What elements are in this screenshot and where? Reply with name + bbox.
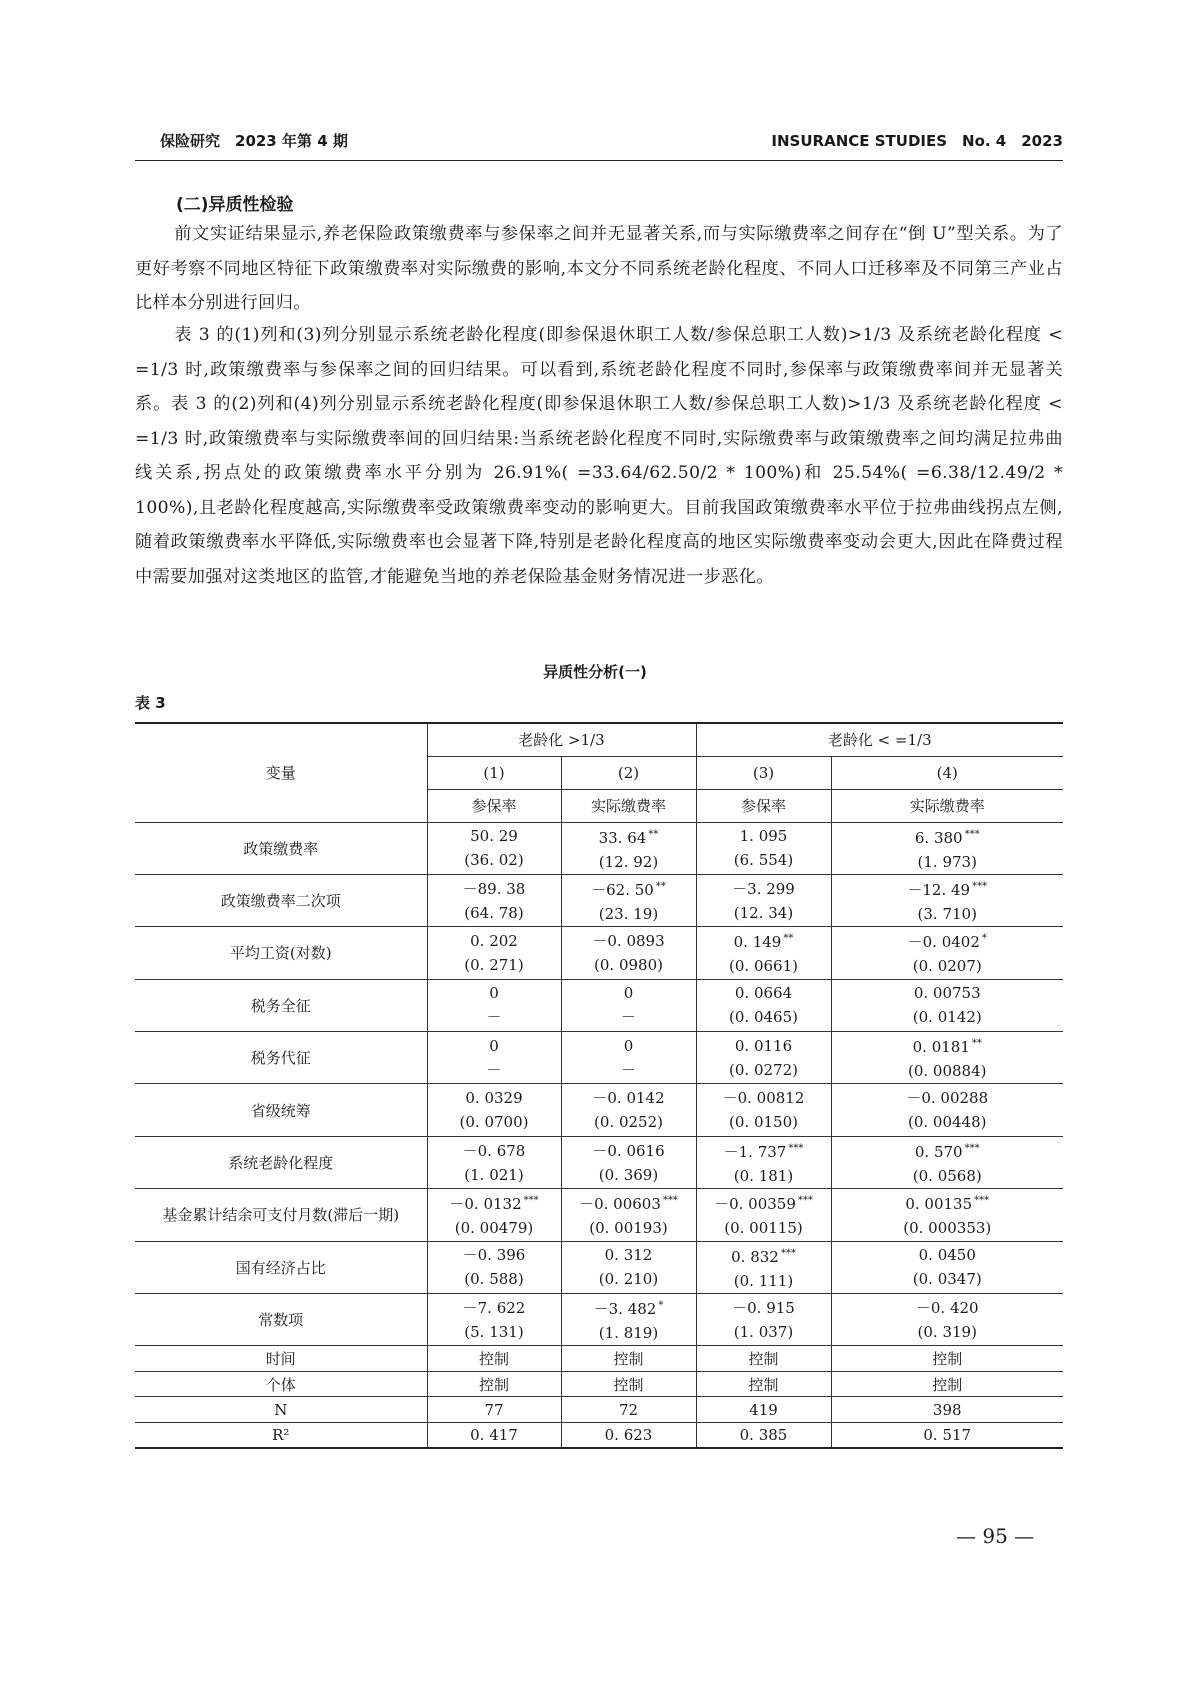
coefficient-value: －12. 49 xyxy=(907,881,971,900)
standard-error: (0. 319) xyxy=(917,1322,977,1341)
coefficient-value: －3. 299 xyxy=(732,879,795,898)
standard-error: (5. 131) xyxy=(464,1322,524,1341)
variable-name: 常数项 xyxy=(135,1294,427,1346)
significance-stars: *** xyxy=(788,1143,804,1155)
coefficient-cell xyxy=(696,1084,831,1136)
coefficient-value: －1. 737 xyxy=(723,1143,787,1162)
coefficient-value: －0. 0402 xyxy=(907,933,980,952)
variable-name: R² xyxy=(135,1422,427,1448)
coefficient-value: －3. 482 xyxy=(593,1300,657,1319)
standard-error: (3. 710) xyxy=(917,905,977,924)
section-title: (二)异质性检验 xyxy=(176,195,294,215)
coefficient-value: －0. 420 xyxy=(915,1298,979,1317)
dependent-variable: 实际缴费率 xyxy=(831,789,1063,822)
table-row xyxy=(135,979,1063,1031)
coefficient-line xyxy=(428,824,561,848)
coefficient-line xyxy=(697,877,831,901)
coefficient-value: 0. 832 xyxy=(731,1247,779,1266)
coefficient-line xyxy=(697,1034,831,1058)
coefficient-line xyxy=(562,823,696,850)
significance-stars: ** xyxy=(655,881,666,893)
significance-stars: * xyxy=(658,1300,664,1312)
stat-cell: 控制 xyxy=(427,1371,561,1397)
coefficient-value: －0. 0132 xyxy=(449,1195,522,1214)
coefficient-line xyxy=(832,1296,1064,1320)
coefficient-cell xyxy=(696,979,831,1031)
standard-error: － xyxy=(620,1060,636,1079)
variable-name: N xyxy=(135,1397,427,1423)
coefficient-line xyxy=(832,1137,1064,1164)
coefficient-cell xyxy=(561,1241,696,1293)
coefficient-value: 0 xyxy=(623,984,634,1003)
coefficient-line xyxy=(428,1086,561,1110)
significance-stars: *** xyxy=(523,1195,539,1207)
header-rule xyxy=(135,160,1063,161)
coefficient-line xyxy=(562,1189,696,1216)
standard-error: (6. 554) xyxy=(733,851,794,870)
stat-cell: 0. 517 xyxy=(831,1422,1063,1448)
table-row xyxy=(135,1422,1063,1448)
coefficient-cell xyxy=(696,1294,831,1346)
standard-error: (1. 037) xyxy=(733,1322,794,1341)
journal-header-right: INSURANCE STUDIES No. 4 2023 xyxy=(771,132,1063,150)
coefficient-line xyxy=(697,1242,831,1269)
coefficient-cell xyxy=(696,874,831,926)
coefficient-line xyxy=(697,1296,831,1320)
coefficient-line xyxy=(562,1086,696,1110)
coefficient-cell xyxy=(831,1294,1063,1346)
significance-stars: *** xyxy=(972,881,988,893)
coefficient-line xyxy=(697,1189,831,1216)
variable-name: 基金累计结余可支付月数(滞后一期) xyxy=(135,1189,427,1241)
coefficient-cell xyxy=(561,1136,696,1188)
coefficient-cell xyxy=(831,1032,1063,1084)
coefficient-cell xyxy=(427,1189,561,1241)
coefficient-cell xyxy=(696,927,831,979)
coefficient-value: 50. 29 xyxy=(470,827,518,846)
page-number: — 95 — xyxy=(956,1524,1035,1548)
significance-stars: * xyxy=(981,933,987,945)
standard-error: (0. 0142) xyxy=(912,1008,982,1027)
stat-cell: 419 xyxy=(696,1397,831,1423)
standard-error: (12. 34) xyxy=(733,903,794,922)
coefficient-cell xyxy=(831,979,1063,1031)
stat-cell: 控制 xyxy=(696,1371,831,1397)
standard-error: (0. 0661) xyxy=(729,957,798,976)
coefficient-cell xyxy=(831,927,1063,979)
dependent-variable: 参保率 xyxy=(696,789,831,822)
coefficient-value: －0. 0616 xyxy=(592,1141,665,1160)
paragraph-2 xyxy=(135,318,1063,594)
table-row xyxy=(135,874,1063,926)
dependent-variable: 参保率 xyxy=(427,789,561,822)
coefficient-cell xyxy=(831,822,1063,874)
coefficient-cell xyxy=(427,822,561,874)
coefficient-line xyxy=(697,824,831,848)
standard-error: (0. 00884) xyxy=(907,1062,987,1081)
standard-error: (0. 0150) xyxy=(729,1113,798,1132)
coefficient-value: －0. 396 xyxy=(462,1246,526,1265)
coefficient-value: 6. 380 xyxy=(914,828,963,847)
coefficient-line xyxy=(428,1243,561,1267)
standard-error: (0. 111) xyxy=(733,1271,794,1290)
standard-error: (23. 19) xyxy=(598,905,659,924)
coefficient-value: －89. 38 xyxy=(462,879,526,898)
coefficient-line xyxy=(428,929,561,953)
group-header: 老龄化 >1/3 xyxy=(427,723,696,756)
coefficient-value: 0. 0664 xyxy=(734,984,793,1003)
coefficient-cell xyxy=(561,1084,696,1136)
standard-error: (1. 973) xyxy=(917,852,977,871)
stat-cell: 控制 xyxy=(427,1346,561,1372)
standard-error: (1. 819) xyxy=(598,1324,659,1343)
coefficient-cell xyxy=(696,1241,831,1293)
significance-stars: *** xyxy=(964,828,980,840)
coefficient-cell xyxy=(831,874,1063,926)
variable-name: 政策缴费率 xyxy=(135,822,427,874)
standard-error: (0. 00479) xyxy=(454,1219,534,1238)
coefficient-value: －0. 00812 xyxy=(722,1089,805,1108)
coefficient-cell xyxy=(427,1294,561,1346)
coefficient-cell xyxy=(427,927,561,979)
stat-cell: 控制 xyxy=(696,1346,831,1372)
coefficient-line xyxy=(562,1034,696,1058)
dependent-variable: 实际缴费率 xyxy=(561,789,696,822)
column-number: (2) xyxy=(561,756,696,789)
standard-error: (0. 0207) xyxy=(912,957,982,976)
table-row xyxy=(135,1084,1063,1136)
coefficient-cell xyxy=(427,874,561,926)
significance-stars: *** xyxy=(662,1195,678,1207)
significance-stars: *** xyxy=(797,1195,813,1207)
coefficient-line xyxy=(562,929,696,953)
standard-error: (0. 0347) xyxy=(912,1270,982,1289)
significance-stars: *** xyxy=(974,1195,990,1207)
coefficient-line xyxy=(697,1137,831,1164)
stat-cell: 0. 417 xyxy=(427,1422,561,1448)
coefficient-value: 0. 0329 xyxy=(465,1089,523,1108)
table-title: 异质性分析(一) xyxy=(543,663,647,681)
coefficient-value: 0. 570 xyxy=(914,1143,963,1162)
coefficient-value: －62. 50 xyxy=(591,881,654,900)
significance-stars: *** xyxy=(964,1143,980,1155)
coefficient-line xyxy=(697,981,831,1005)
stat-cell: 0. 385 xyxy=(696,1422,831,1448)
standard-error: (0. 0980) xyxy=(594,955,663,974)
coefficient-line xyxy=(428,1296,561,1320)
coefficient-value: 33. 64 xyxy=(598,828,647,847)
regression-table xyxy=(135,722,1063,1449)
stat-cell: 控制 xyxy=(831,1346,1063,1372)
coefficient-line xyxy=(832,981,1064,1005)
coefficient-value: 0 xyxy=(489,984,499,1003)
coefficient-cell xyxy=(831,1241,1063,1293)
coefficient-line xyxy=(562,981,696,1005)
table-row xyxy=(135,822,1063,874)
standard-error: (0. 00115) xyxy=(724,1219,803,1238)
coefficient-line xyxy=(832,927,1064,954)
significance-stars: ** xyxy=(783,933,794,945)
standard-error: (0. 00448) xyxy=(907,1113,987,1132)
group-header: 老龄化 < =1/3 xyxy=(696,723,1063,756)
variable-name: 税务代征 xyxy=(135,1032,427,1084)
coefficient-line xyxy=(697,1086,831,1110)
significance-stars: ** xyxy=(971,1038,982,1050)
stat-cell: 控制 xyxy=(831,1371,1063,1397)
standard-error: (0. 0252) xyxy=(594,1113,663,1132)
standard-error: (0. 00193) xyxy=(589,1219,668,1238)
coefficient-line xyxy=(428,1189,561,1216)
column-number: (3) xyxy=(696,756,831,789)
coefficient-cell xyxy=(831,1189,1063,1241)
standard-error: (0. 271) xyxy=(464,955,524,974)
variable-name: 时间 xyxy=(135,1346,427,1372)
coefficient-line xyxy=(428,981,561,1005)
variable-name: 政策缴费率二次项 xyxy=(135,874,427,926)
standard-error: － xyxy=(486,1060,502,1079)
coefficient-line xyxy=(832,875,1064,902)
variable-header: 变量 xyxy=(135,723,427,822)
standard-error: (36. 02) xyxy=(464,851,524,870)
stat-cell: 控制 xyxy=(561,1371,696,1397)
variable-name: 国有经济占比 xyxy=(135,1241,427,1293)
coefficient-value: 0. 312 xyxy=(604,1246,653,1265)
coefficient-cell xyxy=(561,822,696,874)
running-header xyxy=(135,128,1063,154)
significance-stars: *** xyxy=(780,1247,796,1259)
coefficient-value: 0 xyxy=(623,1036,634,1055)
coefficient-cell xyxy=(561,1032,696,1084)
table-row xyxy=(135,1241,1063,1293)
standard-error: (0. 0700) xyxy=(459,1113,529,1132)
coefficient-value: －0. 0142 xyxy=(592,1089,665,1108)
coefficient-line xyxy=(428,877,561,901)
coefficient-cell xyxy=(427,1241,561,1293)
coefficient-value: －0. 678 xyxy=(462,1141,526,1160)
significance-stars: ** xyxy=(648,828,659,840)
table-row xyxy=(135,1346,1063,1372)
column-number: (4) xyxy=(831,756,1063,789)
paragraph-1 xyxy=(135,217,1063,321)
coefficient-value: 0 xyxy=(489,1036,499,1055)
standard-error: (1. 021) xyxy=(464,1165,524,1184)
table-row xyxy=(135,1294,1063,1346)
standard-error: (0. 588) xyxy=(464,1270,524,1289)
standard-error: (0. 000353) xyxy=(903,1219,992,1238)
coefficient-value: 0. 00135 xyxy=(905,1195,973,1214)
coefficient-value: －0. 00359 xyxy=(714,1195,796,1214)
stat-cell: 77 xyxy=(427,1397,561,1423)
coefficient-line xyxy=(562,1294,696,1321)
coefficient-cell xyxy=(831,1084,1063,1136)
coefficient-value: 1. 095 xyxy=(739,827,788,846)
table-row xyxy=(135,1189,1063,1241)
coefficient-cell xyxy=(561,874,696,926)
standard-error: － xyxy=(620,1008,636,1027)
standard-error: (12. 92) xyxy=(598,852,659,871)
coefficient-line xyxy=(832,1189,1064,1216)
coefficient-line xyxy=(697,927,831,954)
column-number: (1) xyxy=(427,756,561,789)
coefficient-cell xyxy=(696,1136,831,1188)
table-label: 表 3 xyxy=(135,694,166,712)
standard-error: (0. 210) xyxy=(598,1270,659,1289)
table-row xyxy=(135,1371,1063,1397)
coefficient-line xyxy=(832,1032,1064,1059)
coefficient-value: －0. 0893 xyxy=(592,931,665,950)
standard-error: (0. 181) xyxy=(733,1167,794,1186)
variable-name: 平均工资(对数) xyxy=(135,927,427,979)
stat-cell: 72 xyxy=(561,1397,696,1423)
coefficient-value: 0. 149 xyxy=(733,933,782,952)
coefficient-cell xyxy=(831,1136,1063,1188)
coefficient-cell xyxy=(561,927,696,979)
standard-error: (0. 0465) xyxy=(729,1008,798,1027)
coefficient-cell xyxy=(561,1189,696,1241)
coefficient-value: －0. 00288 xyxy=(906,1089,989,1108)
variable-name: 省级统筹 xyxy=(135,1084,427,1136)
coefficient-cell xyxy=(427,1084,561,1136)
coefficient-cell xyxy=(696,1189,831,1241)
coefficient-cell xyxy=(427,1136,561,1188)
table-row xyxy=(135,1032,1063,1084)
paragraph-1-text: 前文实证结果显示,养老保险政策缴费率与参保率之间并无显著关系,而与实际缴费率之间存在“倒 U”型关系。为了更好考察不同地区特征下政策缴费率对实际缴费的影响,本文分不同系统老龄化程度、不同人口迁移率及不同第三产业占比样本分别进行回归。 xyxy=(135,224,1063,313)
coefficient-line xyxy=(428,1139,561,1163)
coefficient-cell xyxy=(561,1294,696,1346)
coefficient-value: 0. 202 xyxy=(470,931,518,950)
coefficient-line xyxy=(562,1243,696,1267)
coefficient-cell xyxy=(427,979,561,1031)
stat-cell: 0. 623 xyxy=(561,1422,696,1448)
standard-error: (0. 369) xyxy=(598,1165,659,1184)
coefficient-line xyxy=(562,1139,696,1163)
coefficient-cell xyxy=(561,979,696,1031)
standard-error: (0. 0568) xyxy=(912,1167,982,1186)
coefficient-line xyxy=(428,1034,561,1058)
coefficient-value: 0. 00753 xyxy=(913,984,981,1003)
standard-error: (0. 0272) xyxy=(729,1060,798,1079)
standard-error: － xyxy=(486,1008,502,1027)
stat-cell: 控制 xyxy=(561,1346,696,1372)
paragraph-2-text: 表 3 的(1)列和(3)列分别显示系统老龄化程度(即参保退休职工人数/参保总职工人数)>1/3 及系统老龄化程度 < =1/3 时,政策缴费率与参保率之间的回归结果。可以看到,系统老龄化程度不同时,参保率与政策缴费率间并无显著关系。表 3 的(2)列和(4)列分别显示系统老龄化程度(即参保退休职工人数/参保总职工人数)>1/3 及系统老龄化程度 < =1/3 时,政策缴费率与实际缴费率间的回归结果:当系统老龄化程度不同时,实际缴费率与政策缴费率之间均满足拉弗曲线关系,拐点处的政策缴费率水平分别为 26.91%( =33.64/62.50/2 * 100%)和 25.54%( =6.38/12.49/2 * 100%),且老龄化程度越高,实际缴费率受政策缴费率变动的影响更大。目前我国政策缴费率水平位于拉弗曲线拐点左侧,随着政策缴费率水平降低,实际缴费率也会显著下降,特别是老龄化程度高的地区实际缴费率变动会更大,因此在降费过程中需要加强对这类地区的监管,才能避免当地的养老保险基金财务情况进一步恶化。 xyxy=(135,325,1063,587)
coefficient-line xyxy=(562,875,696,902)
variable-name: 税务全征 xyxy=(135,979,427,1031)
coefficient-cell xyxy=(696,1032,831,1084)
journal-header-left: 保险研究 2023 年第 4 期 xyxy=(160,132,348,150)
coefficient-value: 0. 0181 xyxy=(912,1038,970,1057)
coefficient-cell xyxy=(427,1032,561,1084)
variable-name: 系统老龄化程度 xyxy=(135,1136,427,1188)
coefficient-value: －0. 00603 xyxy=(579,1195,661,1214)
coefficient-value: 0. 0116 xyxy=(734,1036,793,1055)
table-row xyxy=(135,1136,1063,1188)
coefficient-value: －0. 915 xyxy=(732,1298,795,1317)
variable-name: 个体 xyxy=(135,1371,427,1397)
table-row xyxy=(135,927,1063,979)
coefficient-line xyxy=(832,1086,1064,1110)
stat-cell: 398 xyxy=(831,1397,1063,1423)
coefficient-line xyxy=(832,1243,1064,1267)
coefficient-value: －7. 622 xyxy=(462,1298,526,1317)
coefficient-value: 0. 0450 xyxy=(918,1246,976,1265)
coefficient-line xyxy=(832,823,1064,850)
coefficient-cell xyxy=(696,822,831,874)
standard-error: (64. 78) xyxy=(464,903,524,922)
table-row xyxy=(135,1397,1063,1423)
